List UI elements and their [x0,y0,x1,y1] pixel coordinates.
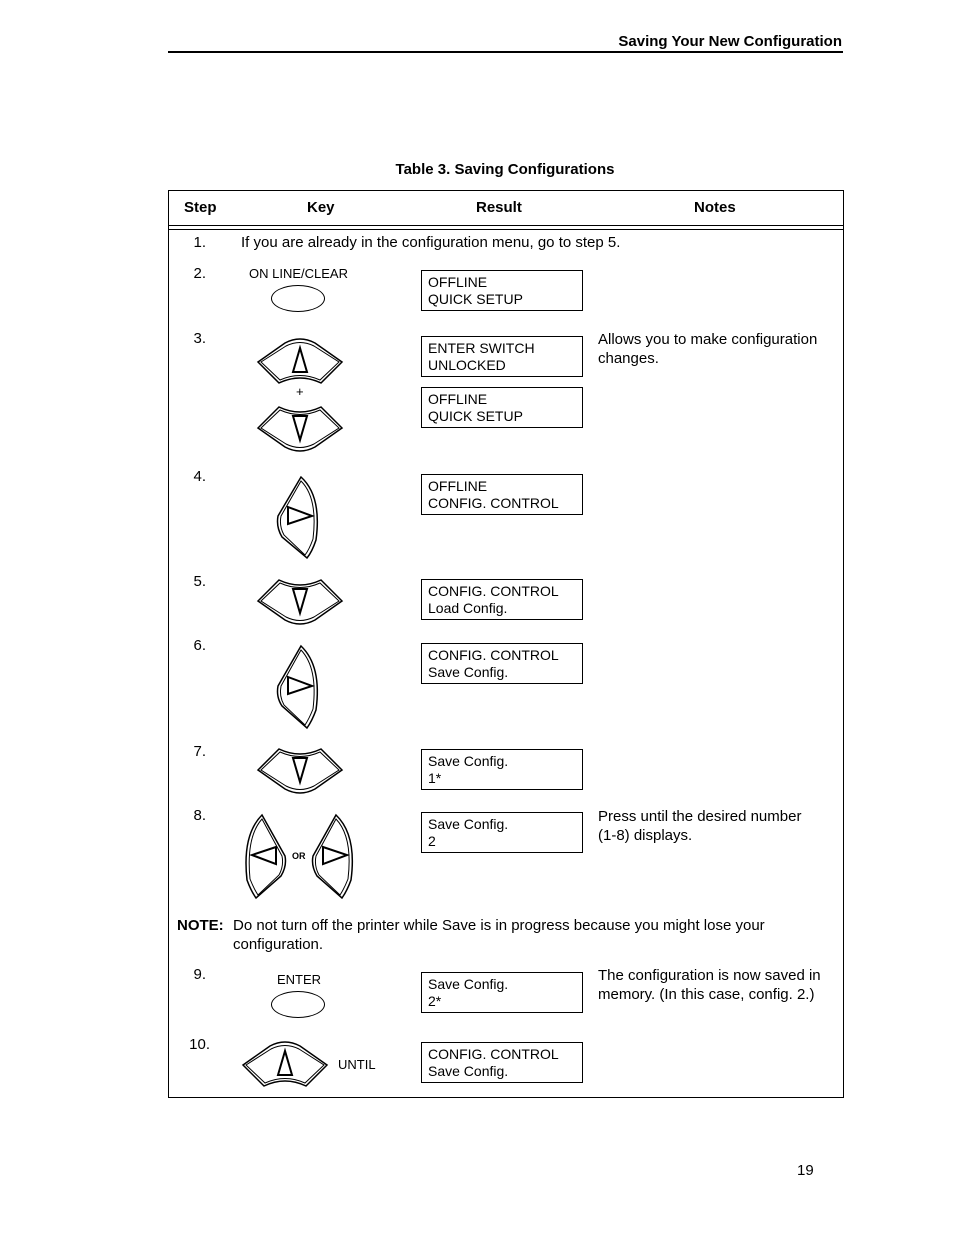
lcd-display: Save Config. 2* [421,972,583,1013]
column-header-result: Result [476,199,522,216]
column-header-notes: Notes [694,199,736,216]
lcd-display: CONFIG. CONTROL Load Config. [421,579,583,620]
step-number: 1. [193,234,206,251]
lcd-display: CONFIG. CONTROL Save Config. [421,1042,583,1083]
lcd-display: OFFLINE CONFIG. CONTROL [421,474,583,515]
up-arrow-key-icon[interactable] [243,1042,327,1086]
down-arrow-key-icon[interactable] [258,407,342,451]
until-label: UNTIL [338,1057,376,1072]
note-text: Do not turn off the printer while Save is in progress because you might lose your configuration. [233,917,765,953]
step-number: 10. [189,1036,210,1053]
plus-sign: + [296,384,304,399]
up-arrow-key-icon[interactable] [258,339,342,383]
table-caption: Table 3. Saving Configurations [395,161,615,178]
step-number: 5. [193,573,206,590]
down-arrow-key-icon[interactable] [258,749,342,793]
step-number: 7. [193,743,206,760]
lcd-display: OFFLINE QUICK SETUP [421,387,583,428]
or-label: OR [292,851,306,861]
step-note: Allows you to make configuration changes. [598,331,818,367]
note-label: NOTE: [177,917,224,934]
enter-key[interactable] [271,991,325,1018]
lcd-display: Save Config. 2 [421,812,583,853]
step-number: 3. [193,330,206,347]
lcd-display: Save Config. 1* [421,749,583,790]
right-arrow-key-icon[interactable] [313,815,353,898]
step-number: 8. [193,807,206,824]
lcd-display: ENTER SWITCH UNLOCKED [421,336,583,377]
page-number: 19 [797,1162,814,1179]
lcd-display: CONFIG. CONTROL Save Config. [421,643,583,684]
column-header-key: Key [307,199,335,216]
down-arrow-key-icon[interactable] [258,580,342,624]
right-arrow-key-icon[interactable] [278,646,318,728]
lcd-display: OFFLINE QUICK SETUP [421,270,583,311]
column-header-step: Step [184,199,217,216]
key-label: ENTER [277,972,322,987]
step-number: 2. [193,265,206,282]
step-number: 4. [193,468,206,485]
left-arrow-key-icon[interactable] [246,815,286,898]
right-arrow-key-icon[interactable] [278,477,318,558]
step-note: Press until the desired number (1-8) displays. [598,808,802,844]
step-number: 9. [193,966,206,983]
step-text: If you are already in the configuration menu, go to step 5. [241,234,621,251]
step-note: The configuration is now saved in memory. (In this case, config. 2.) [598,967,821,1003]
key-label: ON LINE/CLEAR [249,266,348,281]
step-number: 6. [193,637,206,654]
running-header: Saving Your New Configuration [618,33,842,50]
